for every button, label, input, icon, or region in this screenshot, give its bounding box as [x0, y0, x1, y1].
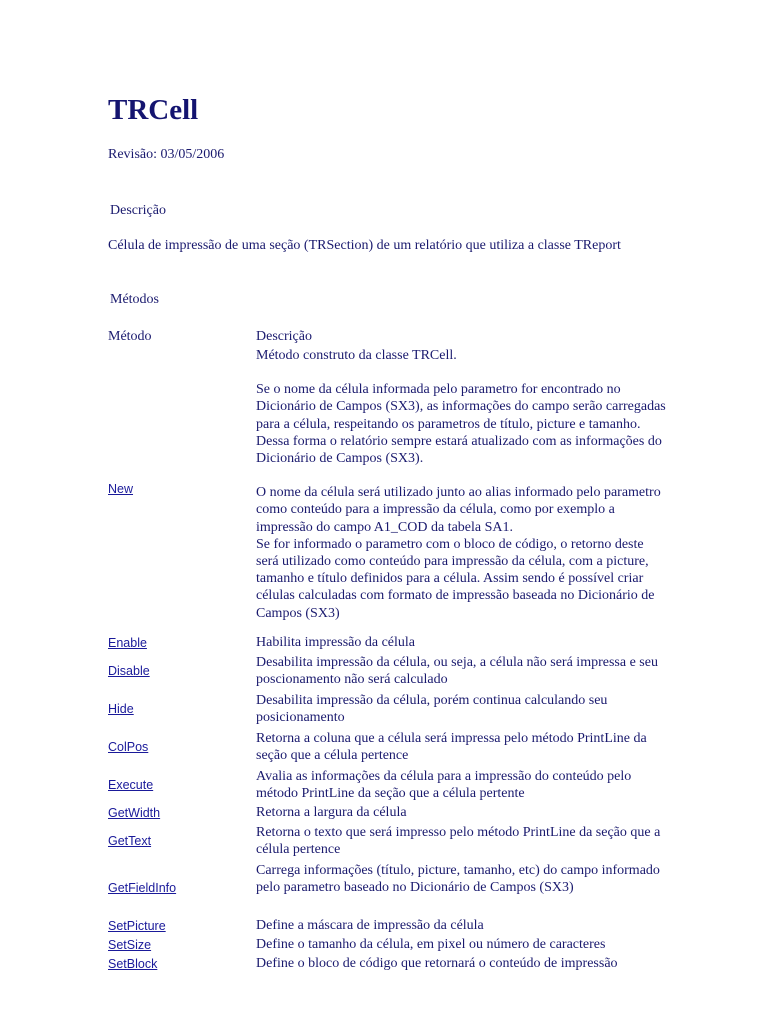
method-description-getwidth — [256, 804, 666, 821]
method-description-disable — [256, 654, 666, 688]
method-description-colpos — [256, 730, 666, 764]
method-link-hide[interactable]: Hide — [108, 702, 134, 716]
method-description-enable — [256, 634, 666, 651]
column-header-description: Descrição — [256, 329, 312, 344]
method-link-disable[interactable]: Disable — [108, 664, 150, 678]
method-description-new — [256, 347, 666, 622]
revision-date: Revisão: 03/05/2006 — [108, 147, 225, 162]
method-description-setblock — [256, 955, 666, 972]
method-description-gettext — [256, 824, 666, 858]
description-paragraph: Retorna a largura da célula — [256, 805, 407, 820]
page-title: TRCell — [108, 94, 199, 126]
method-link-execute[interactable]: Execute — [108, 778, 154, 792]
description-paragraph: Avalia as informações da célula para a impressão do conteúdo pelo método PrintLine da seção que a célula pertente — [256, 769, 632, 802]
method-description-hide — [256, 692, 666, 726]
method-link-setblock[interactable]: SetBlock — [108, 957, 158, 971]
method-link-getfieldinfo[interactable]: GetFieldInfo — [108, 881, 177, 895]
description-paragraph: Define o tamanho da célula, em pixel ou número de caracteres — [256, 937, 606, 952]
description-paragraph: Retorna o texto que será impresso pelo método PrintLine da seção que a célula pertence — [256, 825, 661, 858]
description-paragraph: Define o bloco de código que retornará o conteúdo de impressão — [256, 956, 618, 971]
description-text: Célula de impressão de uma seção (TRSection) de um relatório que utiliza a classe TReport — [108, 238, 621, 253]
method-description-setpicture — [256, 917, 666, 934]
method-link-gettext[interactable]: GetText — [108, 834, 152, 848]
method-link-setsize[interactable]: SetSize — [108, 938, 152, 952]
description-paragraph: Retorna a coluna que a célula será impressa pelo método PrintLine da seção que a célula pertence — [256, 731, 647, 764]
description-paragraph: Carrega informações (título, picture, tamanho, etc) do campo informado pelo parametro baseado no Dicionário de Campos (SX3) — [256, 863, 660, 896]
description-paragraph: Método construto da classe TRCell. — [256, 348, 457, 363]
method-link-new[interactable]: New — [108, 482, 134, 496]
description-paragraph: Habilita impressão da célula — [256, 635, 415, 650]
description-paragraph: Desabilita impressão da célula, ou seja, a célula não será impressa e seu poscionamento não será calculado — [256, 655, 658, 688]
column-header-method: Método — [108, 329, 152, 344]
method-description-getfieldinfo — [256, 862, 666, 896]
method-link-enable[interactable]: Enable — [108, 636, 147, 650]
description-paragraph: Define a máscara de impressão da célula — [256, 918, 484, 933]
description-heading: Descrição — [110, 203, 166, 218]
methods-heading: Métodos — [110, 292, 159, 307]
method-description-execute — [256, 768, 666, 802]
description-paragraph: O nome da célula será utilizado junto ao alias informado pelo parametro como conteúdo para a impressão da célula, como por exemplo a impressão do campo A1_COD da tabela SA1. — [256, 485, 661, 535]
description-paragraph: Se o nome da célula informada pelo parametro for encontrado no Dicionário de Campos (SX3), as informações do campo serão carregadas para a célula, respeitando os parametros de título, picture e tamanho. Dessa forma o relatório sempre estará atualizado com as informações do Dicionário de Campos (SX3). — [256, 382, 666, 467]
method-description-setsize — [256, 936, 666, 953]
method-link-getwidth[interactable]: GetWidth — [108, 806, 161, 820]
method-link-colpos[interactable]: ColPos — [108, 740, 149, 754]
description-paragraph: Desabilita impressão da célula, porém continua calculando seu posicionamento — [256, 693, 608, 726]
description-paragraph: Se for informado o parametro com o bloco de código, o retorno deste será utilizado como conteúdo para impressão da célula, com a picture, tamanho e título definidos para a célula. Assim sendo é possível criar células calculadas com formato de impressão baseada no Dicionário de Campos (SX3) — [256, 536, 655, 621]
method-link-setpicture[interactable]: SetPicture — [108, 919, 166, 933]
